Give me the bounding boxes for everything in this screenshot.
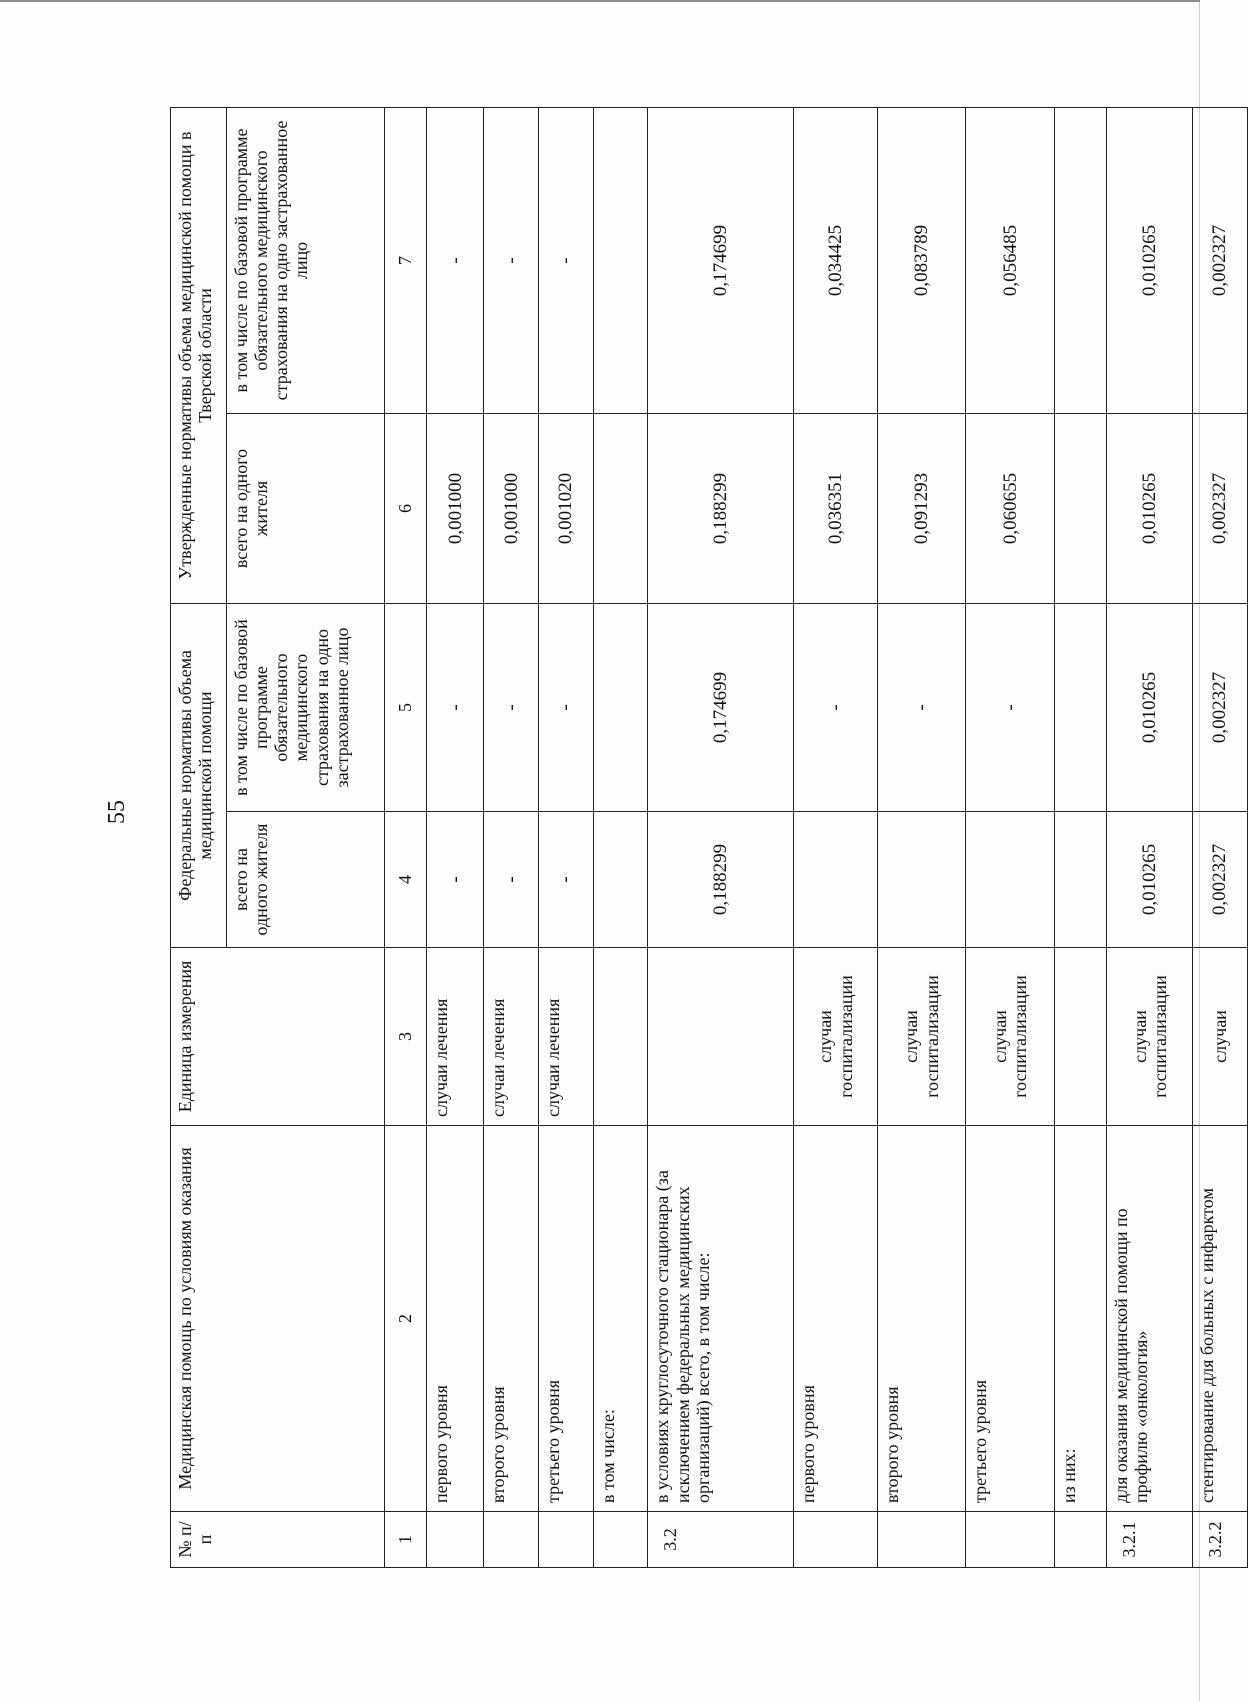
row-tver-oms: - — [427, 107, 484, 413]
row-federal-total — [1055, 812, 1107, 948]
row-tver-oms: 0,010265 — [1107, 107, 1193, 413]
row-num — [539, 1512, 594, 1568]
column-number: 4 — [385, 812, 427, 948]
header-num: № п/п — [171, 1512, 385, 1568]
row-federal-total: - — [539, 812, 594, 948]
table-row — [1055, 107, 1107, 1567]
table-row — [648, 107, 794, 1567]
row-num: 3.2 — [648, 1512, 794, 1568]
row-tver-total: 0,001020 — [539, 413, 594, 603]
row-name: в том числе: — [593, 1126, 648, 1512]
row-tver-total — [1055, 413, 1107, 603]
row-federal-oms: - — [794, 603, 877, 811]
row-num — [794, 1512, 877, 1568]
table-row — [539, 107, 594, 1567]
row-federal-oms: 0,174699 — [648, 603, 794, 811]
row-unit: случаи госпитализации — [877, 948, 966, 1126]
row-name: для оказания медицинской помощи по профилю «онкология» — [1107, 1126, 1193, 1512]
row-name: второго уровня — [877, 1126, 966, 1512]
row-federal-oms: - — [539, 603, 594, 811]
row-federal-total: 0,002327 — [1193, 812, 1248, 948]
row-tver-oms: 0,174699 — [648, 107, 794, 413]
row-federal-oms — [1055, 603, 1107, 811]
table-row — [794, 107, 877, 1567]
row-num — [1055, 1512, 1107, 1568]
row-tver-total: 0,188299 — [648, 413, 794, 603]
table-row — [1107, 107, 1193, 1567]
row-tver-total: 0,002327 — [1193, 413, 1248, 603]
row-federal-total — [593, 812, 648, 948]
column-number: 1 — [385, 1512, 427, 1568]
row-federal-oms: - — [484, 603, 539, 811]
row-federal-total — [877, 812, 966, 948]
row-tver-oms — [1055, 107, 1107, 413]
row-federal-total: - — [484, 812, 539, 948]
header-name: Медицинская помощь по условиям оказания — [171, 1126, 385, 1512]
row-num — [593, 1512, 648, 1568]
row-unit: случаи лечения — [484, 948, 539, 1126]
row-unit: случаи лечения — [427, 948, 484, 1126]
row-name: из них: — [1055, 1126, 1107, 1512]
page-number: 55 — [104, 800, 130, 824]
row-name: третьего уровня — [966, 1126, 1055, 1512]
row-unit — [1055, 948, 1107, 1126]
row-federal-oms: - — [966, 603, 1055, 811]
header-tver: Утвержденные нормативы объема медицинской помощи в Тверской области — [171, 107, 227, 603]
row-tver-total: 0,010265 — [1107, 413, 1193, 603]
norms-table-container — [170, 108, 1248, 1568]
row-federal-total: 0,188299 — [648, 812, 794, 948]
row-num: 3.2.1 — [1107, 1512, 1193, 1568]
row-num: 3.2.2 — [1193, 1512, 1248, 1568]
row-unit: случаи госпитализации — [966, 948, 1055, 1126]
row-tver-total: 0,091293 — [877, 413, 966, 603]
row-name: второго уровня — [484, 1126, 539, 1512]
header-tver-oms: в том числе по базовой программе обязательного медицинского страхования на одно застрахованное лицо — [227, 107, 385, 413]
column-number: 6 — [385, 413, 427, 603]
row-name: первого уровня — [794, 1126, 877, 1512]
row-tver-oms: - — [484, 107, 539, 413]
row-federal-total — [794, 812, 877, 948]
row-num — [877, 1512, 966, 1568]
table-row — [593, 107, 648, 1567]
row-federal-oms: - — [877, 603, 966, 811]
column-number: 3 — [385, 948, 427, 1126]
row-unit: случаи — [1193, 948, 1248, 1126]
header-federal: Федеральные нормативы объема медицинской помощи — [171, 603, 227, 947]
row-tver-total: 0,001000 — [427, 413, 484, 603]
row-name: первого уровня — [427, 1126, 484, 1512]
table-row — [427, 107, 484, 1567]
row-federal-total: 0,010265 — [1107, 812, 1193, 948]
row-tver-total: 0,036351 — [794, 413, 877, 603]
row-unit — [593, 948, 648, 1126]
row-tver-oms: 0,002327 — [1193, 107, 1248, 413]
row-tver-total: 0,060655 — [966, 413, 1055, 603]
row-name: третьего уровня — [539, 1126, 594, 1512]
row-federal-total — [966, 812, 1055, 948]
row-num — [484, 1512, 539, 1568]
row-tver-oms: - — [539, 107, 594, 413]
row-federal-oms — [593, 603, 648, 811]
scan-top-edge — [0, 0, 1200, 2]
table-row — [966, 107, 1055, 1567]
row-name: стентирование для больных с инфарктом — [1193, 1126, 1248, 1512]
row-tver-oms: 0,056485 — [966, 107, 1055, 413]
row-unit: случаи лечения — [539, 948, 594, 1126]
row-num — [966, 1512, 1055, 1568]
row-federal-total: - — [427, 812, 484, 948]
column-number: 7 — [385, 107, 427, 413]
column-number: 5 — [385, 603, 427, 811]
row-tver-total: 0,001000 — [484, 413, 539, 603]
table-row — [484, 107, 539, 1567]
column-number: 2 — [385, 1126, 427, 1512]
row-tver-oms: 0,034425 — [794, 107, 877, 413]
header-tver-total: всего на одного жителя — [227, 413, 385, 603]
row-unit: случаи госпитализации — [794, 948, 877, 1126]
row-tver-oms: 0,083789 — [877, 107, 966, 413]
table-row — [1193, 107, 1248, 1567]
row-name: в условиях круглосуточного стационара (за исключением федеральных медицинских организаций) всего, в том числе: — [648, 1126, 794, 1512]
header-federal-oms: в том числе по базовой программе обязательного медицинского страхования на одно застрахованное лицо — [227, 603, 385, 811]
header-unit: Единица измерения — [171, 948, 385, 1126]
row-unit: случаи госпитализации — [1107, 948, 1193, 1126]
row-tver-total — [593, 413, 648, 603]
row-federal-oms: 0,010265 — [1107, 603, 1193, 811]
header-federal-total: всего на одного жителя — [227, 812, 385, 948]
table-row — [877, 107, 966, 1567]
row-unit — [648, 948, 794, 1126]
row-num — [427, 1512, 484, 1568]
row-federal-oms: 0,002327 — [1193, 603, 1248, 811]
norms-table — [170, 107, 1248, 1568]
row-federal-oms: - — [427, 603, 484, 811]
row-tver-oms — [593, 107, 648, 413]
